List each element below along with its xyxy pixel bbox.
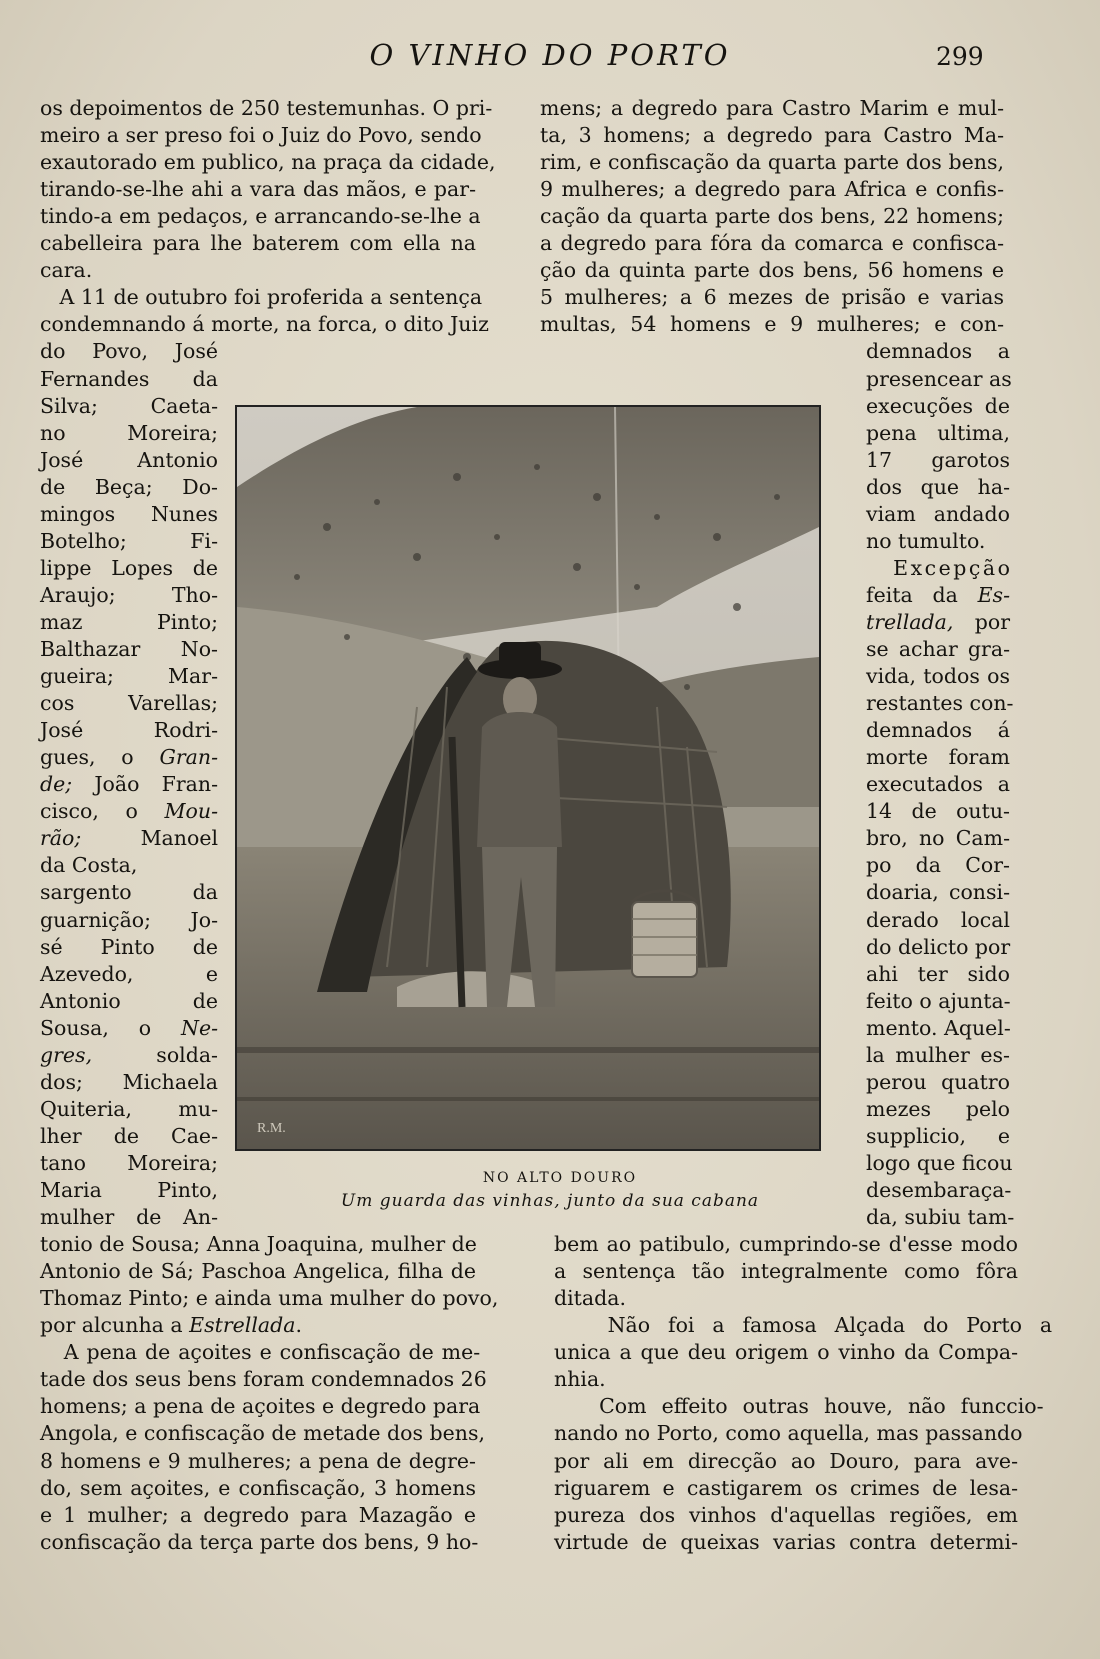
text-line: exautorado em publico, na praça da cidade, — [40, 150, 496, 175]
text-line: logo que ficou — [866, 1150, 1013, 1175]
text-line: do, sem açoites, e confiscação, 3 homens — [40, 1475, 476, 1500]
text-line: de Beça; Do- — [40, 474, 218, 499]
text-line: José Antonio — [40, 447, 218, 472]
text-line: tonio de Sousa; Anna Joaquina, mulher de — [40, 1232, 477, 1257]
text-line: lippe Lopes de — [40, 555, 218, 580]
photo-caption-text: Um guarda das vinhas, junto da sua cabana — [340, 1191, 760, 1211]
text-line: sargento da — [40, 880, 218, 905]
text-line: homens; a pena de açoites e degredo para — [40, 1394, 481, 1419]
text-line: Maria Pinto, — [40, 1178, 218, 1202]
text-line: trellada, por — [866, 609, 1010, 634]
text-line: tano Moreira; — [40, 1150, 218, 1175]
text-line: executados a — [866, 772, 1010, 797]
text-line: rão; Manoel — [40, 826, 219, 851]
text-line: por alcunha a Estrellada. — [40, 1313, 303, 1338]
text-line: meiro a ser preso foi o Juiz do Povo, sendo — [40, 123, 482, 148]
text-line: 5 mulheres; a 6 mezes de prisão e varias — [540, 285, 1004, 310]
text-line: da Costa, — [40, 853, 138, 878]
text-line: bro, no Cam- — [866, 826, 1010, 851]
text-line: condemnando á morte, na forca, o dito Juiz — [40, 312, 489, 337]
text-line: Botelho; Fi- — [40, 528, 218, 553]
text-line: guarnição; Jo- — [40, 907, 218, 932]
text-line: Thomaz Pinto; e ainda uma mulher do povo, — [40, 1286, 499, 1311]
text-line: do Povo, José — [40, 339, 218, 364]
photo-caption-title: NO ALTO DOURO — [482, 1170, 638, 1186]
text-line: tade dos seus bens foram condemnados 26 — [40, 1367, 487, 1392]
text-line: vida, todos os — [866, 664, 1010, 689]
text-line: se achar gra- — [866, 637, 1010, 661]
text-line: unica a que deu origem o vinho da Compa- — [554, 1340, 1018, 1365]
running-header-title: O VINHO DO PORTO — [369, 38, 731, 72]
text-line: Antonio de Sá; Paschoa Angelica, filha de — [40, 1259, 476, 1284]
text-line: presencear as — [866, 366, 1012, 391]
text-line: bem ao patibulo, cumprindo-se d'esse modo — [554, 1232, 1018, 1257]
text-line: feita da Es- — [866, 582, 1011, 607]
text-line: Fernandes da — [40, 366, 218, 391]
text-line: por ali em direcção ao Douro, para ave- — [554, 1448, 1018, 1473]
text-line: dos; Michaela — [40, 1069, 218, 1094]
text-line: mens; a degredo para Castro Marim e mul- — [540, 96, 1004, 120]
text-line: de; João Fran- — [40, 772, 219, 797]
text-line: Antonio de — [40, 988, 218, 1013]
text-line: Silva; Caeta- — [40, 393, 218, 418]
text-line: no tumulto. — [866, 528, 986, 553]
text-line: 17 garotos — [866, 447, 1010, 472]
text-line: morte foram — [866, 745, 1010, 770]
text-line: feito o ajunta- — [866, 988, 1011, 1013]
text-line: cação da quarta parte dos bens, 22 homens; — [540, 204, 1004, 229]
text-line: Azevedo, e — [40, 961, 218, 986]
text-line: derado local — [866, 907, 1010, 932]
text-line: Balthazar No- — [40, 637, 218, 661]
text-line: doaria, consi- — [866, 880, 1010, 905]
text-line: no Moreira; — [40, 420, 218, 445]
text-line: multas, 54 homens e 9 mulheres; e con- — [540, 312, 1004, 337]
text-line: ditada. — [554, 1286, 627, 1311]
text-line: viam andado — [866, 501, 1010, 526]
text-line: maz Pinto; — [40, 609, 218, 634]
text-line: dos que ha- — [866, 474, 1010, 499]
text-line: gues, o Gran- — [40, 745, 218, 770]
text-line: ahi ter sido — [866, 961, 1010, 986]
text-line: 14 de outu- — [866, 799, 1010, 824]
text-line: Angola, e confiscação de metade dos bens, — [40, 1421, 485, 1446]
text-line: mulher de An- — [40, 1205, 218, 1230]
text-line: virtude de queixas varias contra determi- — [554, 1529, 1018, 1554]
text-line: execuções de — [866, 393, 1010, 418]
text-line: demnados á — [866, 718, 1010, 743]
photograph-vineyard-guard — [235, 405, 821, 1151]
text-line: ta, 3 homens; a degredo para Castro Ma- — [540, 123, 1004, 148]
text-line: José Rodri- — [40, 718, 218, 743]
text-line: cabelleira para lhe baterem com ella na — [40, 231, 476, 256]
page-number: 299 — [936, 42, 984, 71]
text-line: pena ultima, — [866, 420, 1010, 445]
text-line: 9 mulheres; a degredo para Africa e confis- — [540, 177, 1004, 202]
text-line: Quiteria, mu- — [40, 1096, 218, 1121]
text-line: gueira; Mar- — [40, 664, 218, 689]
text-line: perou quatro — [866, 1069, 1010, 1094]
text-line: lher de Cae- — [40, 1123, 218, 1148]
text-line: confiscação da terça parte dos bens, 9 ho- — [40, 1529, 479, 1554]
text-line: nando no Porto, como aquella, mas passando — [554, 1421, 1023, 1446]
text-line: pureza dos vinhos d'aquellas regiões, em — [554, 1502, 1018, 1527]
text-line: desembaraça- — [866, 1178, 1012, 1202]
text-line: mento. Aquel- — [866, 1015, 1011, 1040]
text-line: sé Pinto de — [40, 934, 218, 959]
text-line: tirando-se-lhe ahi a vara das mãos, e par- — [40, 177, 476, 202]
text-line: gres, solda- — [40, 1042, 218, 1067]
text-line: cara. — [40, 258, 93, 283]
text-line: A pena de açoites e confiscação de me- — [40, 1340, 481, 1365]
text-line: supplicio, e — [866, 1123, 1010, 1148]
text-line: os depoimentos de 250 testemunhas. O pri- — [40, 96, 493, 120]
text-line: ção da quinta parte dos bens, 56 homens e — [540, 258, 1004, 283]
text-line: tindo-a em pedaços, e arrancando-se-lhe a — [40, 204, 481, 229]
text-line: A 11 de outubro foi proferida a sentença — [40, 285, 483, 310]
text-line: Araujo; Tho- — [40, 582, 218, 607]
text-line: riguarem e castigarem os crimes de lesa- — [554, 1475, 1018, 1500]
text-line: cisco, o Mou- — [40, 799, 219, 824]
text-line: demnados a — [866, 339, 1010, 364]
text-line: cos Varellas; — [40, 691, 218, 716]
text-line: mingos Nunes — [40, 501, 218, 526]
text-line: Excepção — [866, 555, 1013, 580]
text-line: a sentença tão integralmente como fôra — [554, 1259, 1018, 1284]
text-line: da, subiu tam- — [866, 1205, 1015, 1230]
text-line: Sousa, o Ne- — [40, 1015, 219, 1040]
text-line: rim, e confiscação da quarta parte dos bens, — [540, 150, 1004, 175]
text-line: la mulher es- — [866, 1042, 1010, 1067]
text-line: nhia. — [554, 1367, 606, 1392]
text-line: Com effeito outras houve, não funccio- — [554, 1394, 1044, 1419]
text-line: restantes con- — [866, 691, 1014, 716]
text-line: e 1 mulher; a degredo para Mazagão e — [40, 1502, 476, 1527]
text-line: mezes pelo — [866, 1096, 1010, 1121]
text-line: do delicto por — [866, 934, 1011, 959]
text-line: 8 homens e 9 mulheres; a pena de degre- — [40, 1448, 476, 1473]
text-line: a degredo para fóra da comarca e confisca- — [540, 231, 1004, 256]
text-line: po da Cor- — [866, 853, 1010, 878]
text-line: Não foi a famosa Alçada do Porto a — [554, 1313, 1053, 1338]
photo-signature: R.M. — [257, 1121, 286, 1136]
